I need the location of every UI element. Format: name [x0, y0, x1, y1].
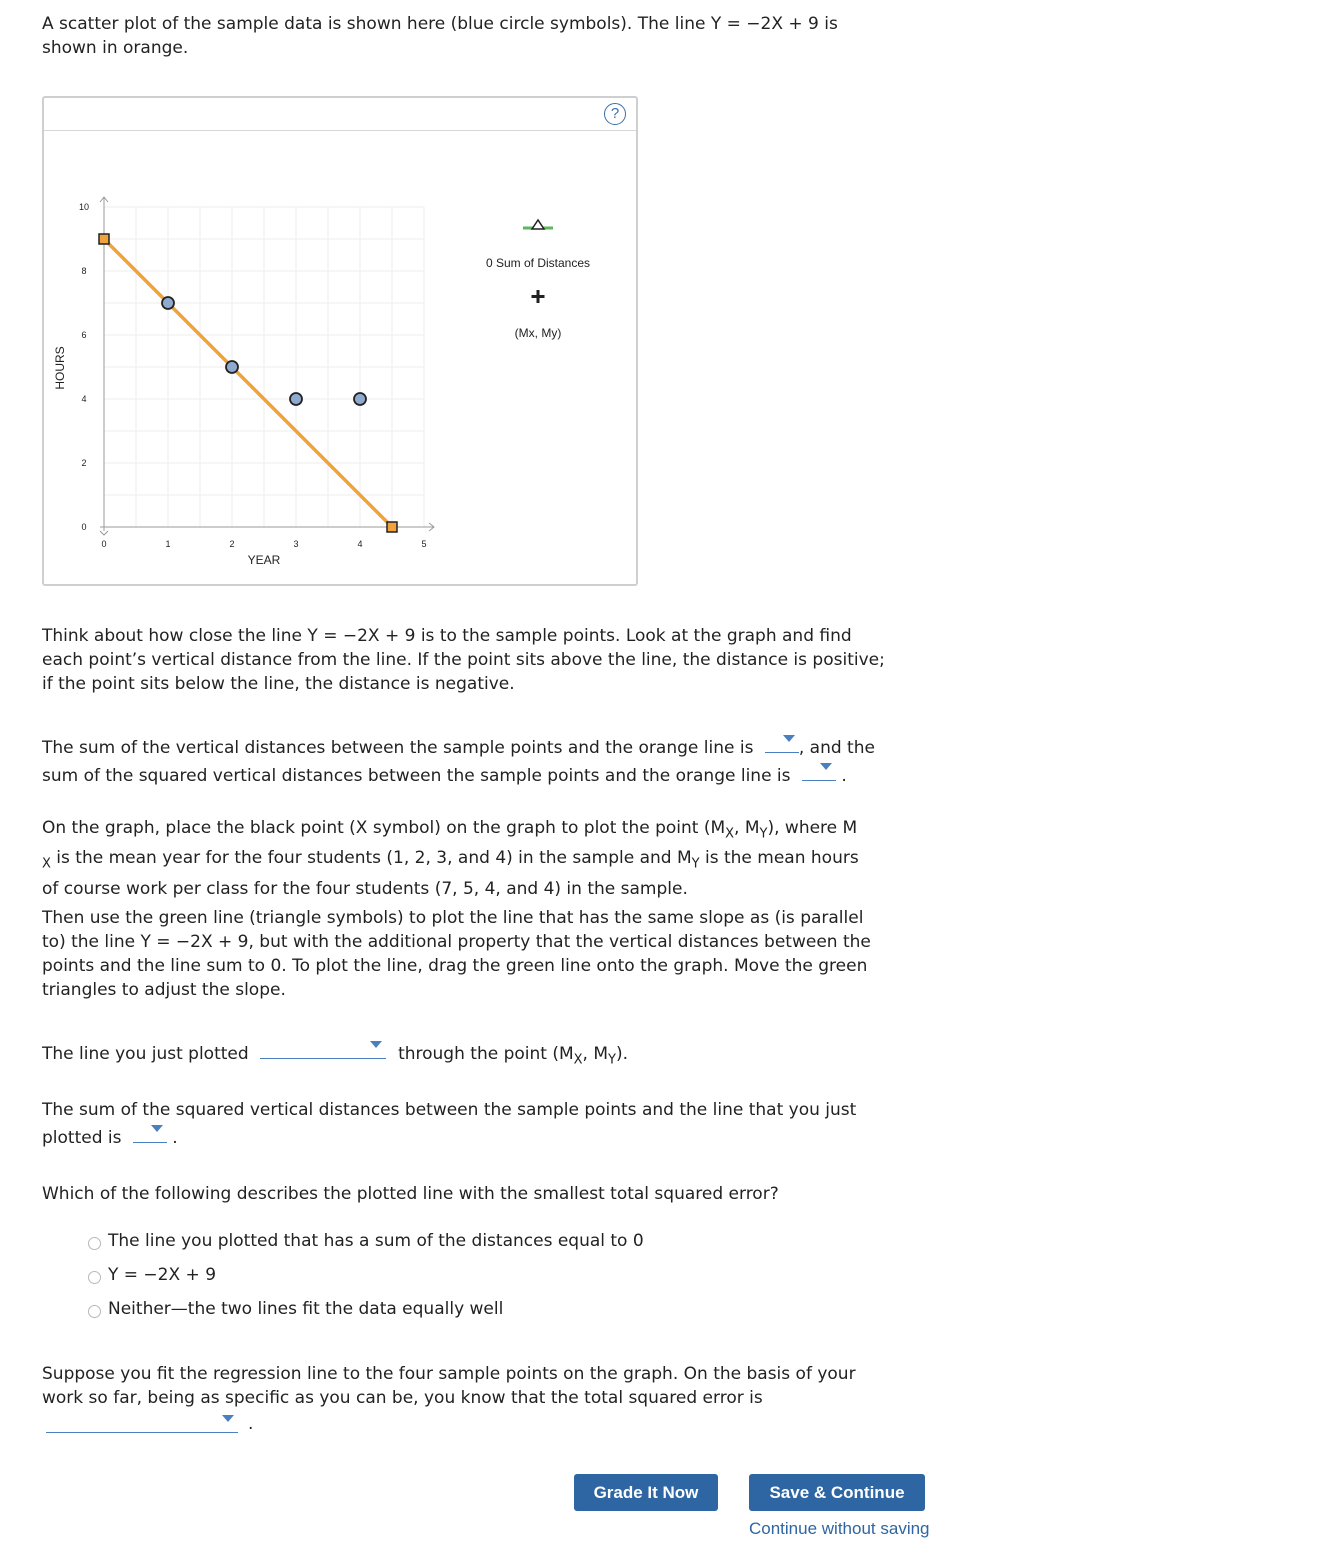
x-tick-label: 1: [165, 539, 171, 549]
option-label-3[interactable]: Neither—the two lines fit the data equally well: [108, 1299, 504, 1319]
green-line-tool[interactable]: [523, 220, 553, 229]
intro-text: [42, 12, 942, 60]
plotted-line-question: The line you just plotted through the point ($M_X$, $M_Y$).: [42, 1038, 942, 1072]
continue-without-saving-link[interactable]: Continue without saving: [749, 1519, 930, 1538]
x-tick-label: 5: [421, 539, 427, 549]
passes-through-dropdown[interactable]: [260, 1038, 386, 1059]
plus-icon: [532, 290, 545, 303]
sum-squared-dropdown[interactable]: [802, 760, 836, 781]
intro-line-2: shown in orange.: [42, 38, 189, 58]
y-tick-label: 6: [81, 330, 87, 340]
chevron-down-icon: [820, 763, 832, 770]
y-tick-label: 0: [81, 522, 87, 532]
scatter-chart[interactable]: [44, 98, 638, 586]
y-tick-label: 2: [81, 458, 87, 468]
x-axis-label: YEAR: [247, 553, 281, 567]
data-point: [226, 361, 238, 373]
squared-distance-question: The sum of the squared vertical distances between the sample points and the line that you just plotted is .: [42, 1100, 857, 1148]
think-text: Think about how close the line Y = −2X + 9 is to the sample points. Look at the graph and find each point’s vertical distance from the line. If the point sits above the line, the distance is positive; if the point sits below the line, the distance is negative.: [42, 626, 885, 694]
green-line-instructions: Then use the green line (triangle symbols) to plot the line that has the same slope as (is parallel to) the line Y = −2X + 9, but with the additional property that the vertical distances between the points and the line sum to 0. To plot the line, drag the green line onto the graph. Move the green triangles to adjust the slope.: [42, 908, 871, 1000]
plotted-squared-dropdown[interactable]: [133, 1122, 167, 1143]
mean-question: On the graph, place the black point (X symbol) on the graph to plot the point ($M_X$, $M_Y$), where M $_X$ is the mean year for the four students (1, 2, 3, and 4) in the sample and $M_Y$ is the mean hours of course work per class for the four students (7, 5, 4, and 4) in the sample.: [42, 818, 859, 899]
chevron-down-icon: [370, 1041, 382, 1048]
x-tick-label: 3: [293, 539, 299, 549]
chevron-down-icon: [222, 1415, 234, 1422]
x-tick-label: 4: [357, 539, 363, 549]
option-label-1[interactable]: The line you plotted that has a sum of the distances equal to 0: [108, 1231, 644, 1251]
orange-line: [104, 239, 392, 527]
sum-distances-dropdown[interactable]: [765, 732, 799, 753]
orange-line-handle-start: [99, 234, 109, 244]
chart-axes: [100, 197, 434, 535]
which-question: Which of the following describes the plotted line with the smallest total squared error?: [42, 1184, 779, 1204]
option-radio-3[interactable]: [88, 1305, 101, 1318]
data-point: [290, 393, 302, 405]
regression-question: Suppose you fit the regression line to the four sample points on the graph. On the basis of your work so far, being as specific as you can be, you know that the total squared error is: [42, 1364, 856, 1408]
x-tick-label: 0: [101, 539, 107, 549]
y-tick-label: 10: [78, 202, 90, 212]
grade-it-now-button[interactable]: Grade It Now: [574, 1474, 718, 1511]
chart-ticks: [79, 202, 427, 549]
data-point: [162, 297, 174, 309]
option-radio-1[interactable]: [88, 1237, 101, 1250]
legend-mean-label: (Mx, My): [514, 326, 562, 340]
orange-line-handle-end: [387, 522, 397, 532]
help-icon[interactable]: ?: [604, 103, 626, 125]
regression-end-period: .: [248, 1414, 254, 1434]
total-squared-error-dropdown[interactable]: [46, 1412, 238, 1433]
sum-question: The sum of the vertical distances between the sample points and the orange line is , and the sum of the squared vertical distances between the sample points and the orange line is .: [42, 732, 962, 788]
chart-grid: [104, 207, 424, 527]
black-cross-tool[interactable]: [532, 290, 545, 303]
x-tick-label: 2: [229, 539, 235, 549]
green-triangle-icon: [532, 220, 544, 229]
option-label-2[interactable]: Y = −2X + 9: [108, 1265, 217, 1285]
chevron-down-icon: [783, 735, 795, 742]
chevron-down-icon: [151, 1125, 163, 1132]
data-point: [354, 393, 366, 405]
y-tick-label: 8: [81, 266, 87, 276]
y-axis-down-arrow-icon: [100, 531, 108, 535]
graph-panel: [42, 96, 638, 586]
y-tick-label: 4: [81, 394, 87, 404]
legend-sum-label: 0 Sum of Distances: [485, 256, 591, 270]
save-and-continue-button[interactable]: Save & Continue: [749, 1474, 925, 1511]
y-axis-label: HOURS: [53, 346, 67, 390]
intro-line-1: A scatter plot of the sample data is shown here (blue circle symbols). The line Y = −2X + 9 is: [42, 14, 838, 34]
option-radio-2[interactable]: [88, 1271, 101, 1284]
